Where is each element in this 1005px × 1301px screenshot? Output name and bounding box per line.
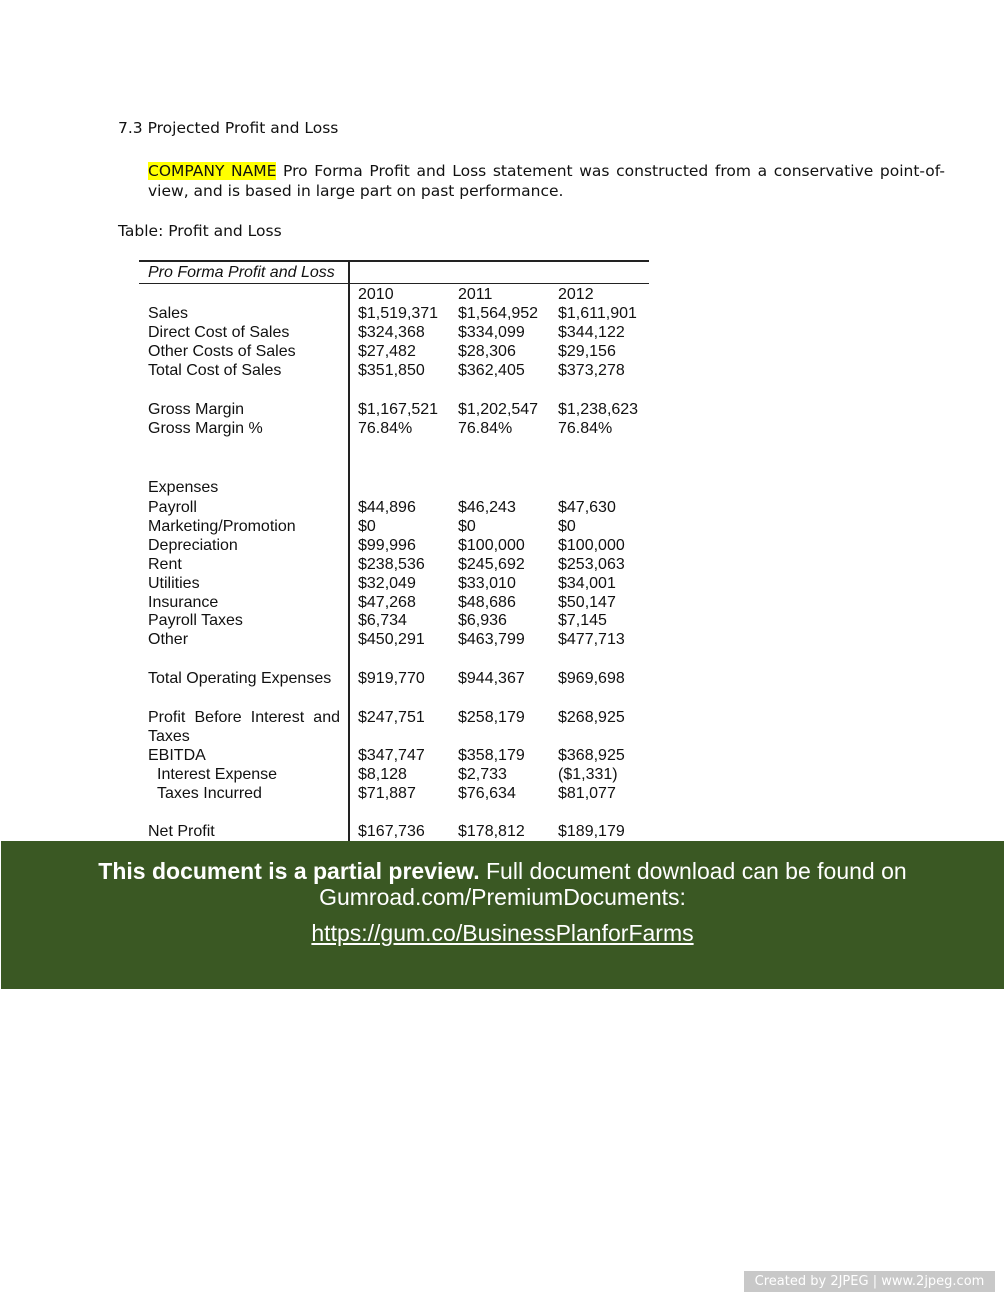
row-value-2011: 76.84% [458, 420, 513, 437]
row-value-2012: $29,156 [558, 343, 616, 360]
intro-text: Pro Forma Profit and Loss statement was constructed from a conservative point-of-view, and is based in large part on past performance. [148, 162, 945, 200]
row-value-2011: $33,010 [458, 575, 516, 592]
row-value-2011: $2,733 [458, 766, 507, 783]
row-value-2010: $324,368 [358, 324, 425, 341]
row-value-2011: $463,799 [458, 631, 525, 648]
row-value-2011: $28,306 [458, 343, 516, 360]
row-value-2010: $27,482 [358, 343, 416, 360]
row-label: Gross Margin % [148, 420, 263, 437]
row-value-2010: $0 [358, 518, 376, 535]
row-value-2012: $81,077 [558, 785, 616, 802]
download-link[interactable]: https://gum.co/BusinessPlanforFarms [311, 920, 694, 946]
row-label: EBITDA [148, 747, 206, 764]
row-value-2012: $100,000 [558, 537, 625, 554]
company-name-placeholder: COMPANY NAME [148, 162, 277, 180]
row-value-2012: $477,713 [558, 631, 625, 648]
table-caption: Table: Profit and Loss [118, 222, 282, 240]
banner-text: Full document download can be found on [479, 858, 907, 884]
row-value-2010: $167,736 [358, 823, 425, 840]
row-value-2010: $238,536 [358, 556, 425, 573]
preview-banner [1, 841, 1004, 989]
year-header: 2011 [458, 286, 493, 303]
row-value-2012: $34,001 [558, 575, 616, 592]
row-value-2012: $189,179 [558, 823, 625, 840]
year-header: 2012 [558, 286, 594, 303]
row-value-2012: $50,147 [558, 594, 616, 611]
row-label: Payroll [148, 499, 197, 516]
row-label: Net Profit [148, 823, 215, 840]
row-value-2010: $32,049 [358, 575, 416, 592]
row-value-2010: $71,887 [358, 785, 416, 802]
row-label: Sales [148, 305, 189, 322]
row-label: Payroll Taxes [148, 612, 243, 629]
row-value-2011: $46,243 [458, 499, 516, 516]
row-value-2012: $373,278 [558, 362, 625, 379]
row-value-2010: $247,751 [358, 709, 425, 726]
row-label: Insurance [148, 594, 219, 611]
row-label: Profit Before Interest and Taxes [148, 709, 340, 745]
row-value-2010: $1,167,521 [358, 401, 439, 418]
section-heading: 7.3 Projected Profit and Loss [118, 119, 339, 137]
row-value-2012: $1,611,901 [558, 305, 637, 322]
watermark: Created by 2JPEG | www.2jpeg.com [744, 1271, 995, 1292]
row-value-2011: $258,179 [458, 709, 525, 726]
row-value-2012: $47,630 [558, 499, 616, 516]
table-column-divider [348, 262, 350, 841]
row-value-2012: $0 [558, 518, 576, 535]
row-value-2011: $944,367 [458, 670, 525, 687]
row-value-2010: $99,996 [358, 537, 416, 554]
row-label: Depreciation [148, 537, 238, 554]
row-value-2012: ($1,331) [558, 766, 618, 783]
row-value-2011: $6,936 [458, 612, 507, 629]
row-value-2012: $268,925 [558, 709, 625, 726]
row-value-2011: $0 [458, 518, 476, 535]
row-value-2011: $334,099 [458, 324, 525, 341]
row-value-2011: $100,000 [458, 537, 525, 554]
row-label: Expenses [148, 479, 219, 496]
row-value-2010: $450,291 [358, 631, 425, 648]
row-label: Marketing/Promotion [148, 518, 296, 535]
row-value-2010: $351,850 [358, 362, 425, 379]
row-label: Other [148, 631, 189, 648]
row-value-2011: $178,812 [458, 823, 525, 840]
row-value-2011: $76,634 [458, 785, 516, 802]
intro-paragraph [148, 161, 945, 201]
row-label: Direct Cost of Sales [148, 324, 290, 341]
row-value-2010: $44,896 [358, 499, 416, 516]
row-value-2010: $1,519,371 [358, 305, 439, 322]
row-value-2011: $1,202,547 [458, 401, 539, 418]
row-label: Taxes Incurred [157, 785, 262, 802]
table-title: Pro Forma Profit and Loss [148, 264, 335, 281]
row-label: Utilities [148, 575, 200, 592]
row-value-2010: 76.84% [358, 420, 413, 437]
row-value-2012: $1,238,623 [558, 401, 639, 418]
row-value-2012: $7,145 [558, 612, 607, 629]
row-value-2010: $47,268 [358, 594, 416, 611]
row-label: Other Costs of Sales [148, 343, 296, 360]
row-value-2012: 76.84% [558, 420, 613, 437]
row-value-2012: $969,698 [558, 670, 625, 687]
row-value-2012: $253,063 [558, 556, 625, 573]
row-value-2010: $8,128 [358, 766, 407, 783]
row-value-2010: $919,770 [358, 670, 425, 687]
row-label: Rent [148, 556, 182, 573]
row-label: Total Operating Expenses [148, 670, 332, 687]
year-header: 2010 [358, 286, 394, 303]
row-value-2010: $6,734 [358, 612, 407, 629]
table-top-border [139, 260, 649, 262]
row-value-2012: $368,925 [558, 747, 625, 764]
row-label: Gross Margin [148, 401, 245, 418]
table-header-border [139, 283, 649, 284]
row-value-2011: $1,564,952 [458, 305, 539, 322]
row-value-2012: $344,122 [558, 324, 625, 341]
row-label: Total Cost of Sales [148, 362, 282, 379]
row-label: Interest Expense [157, 766, 278, 783]
banner-bold-text: This document is a partial preview. [98, 858, 480, 884]
row-value-2011: $358,179 [458, 747, 525, 764]
row-value-2011: $362,405 [458, 362, 525, 379]
banner-site: Gumroad.com/PremiumDocuments: [319, 884, 686, 910]
row-value-2011: $245,692 [458, 556, 525, 573]
row-value-2011: $48,686 [458, 594, 516, 611]
row-value-2010: $347,747 [358, 747, 425, 764]
